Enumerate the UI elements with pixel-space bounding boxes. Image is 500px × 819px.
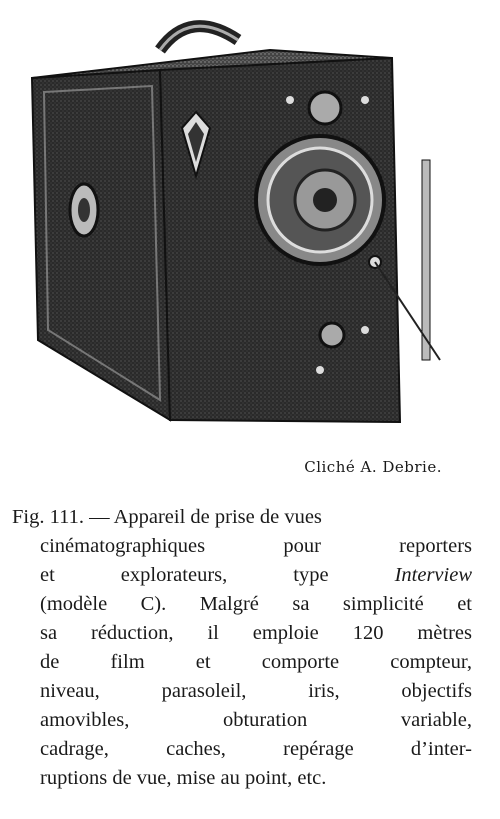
camera-photograph [20,0,480,440]
model-name: Interview [394,564,472,586]
caption-line: cadrage, caches, repérage d’inter- [40,738,472,760]
caption-line: (modèle C). Malgré sa simplicité et [40,593,472,615]
caption-line: niveau, parasoleil, iris, objectifs [40,680,472,702]
photo-credit-text: Cliché A. Debrie. [304,458,442,476]
figure-caption [12,503,472,793]
caption-line: amovibles, obturation variable, [40,709,472,731]
caption-line: de film et comporte compteur, [40,651,472,673]
side-rail [422,160,430,360]
camera-side-panel [32,70,170,420]
caption-line: ruptions de vue, mise au point, etc. [40,767,327,789]
caption-line: cinématographiques pour reporters [40,535,472,557]
lower-dial [320,323,344,347]
caption-line: sa réduction, il emploie 120 mètres [40,622,472,644]
upper-dial [309,92,341,124]
caption-line: et explorateurs, type Interview [40,564,472,586]
caption-line: Fig. 111. — Appareil de prise de vues [12,506,322,528]
